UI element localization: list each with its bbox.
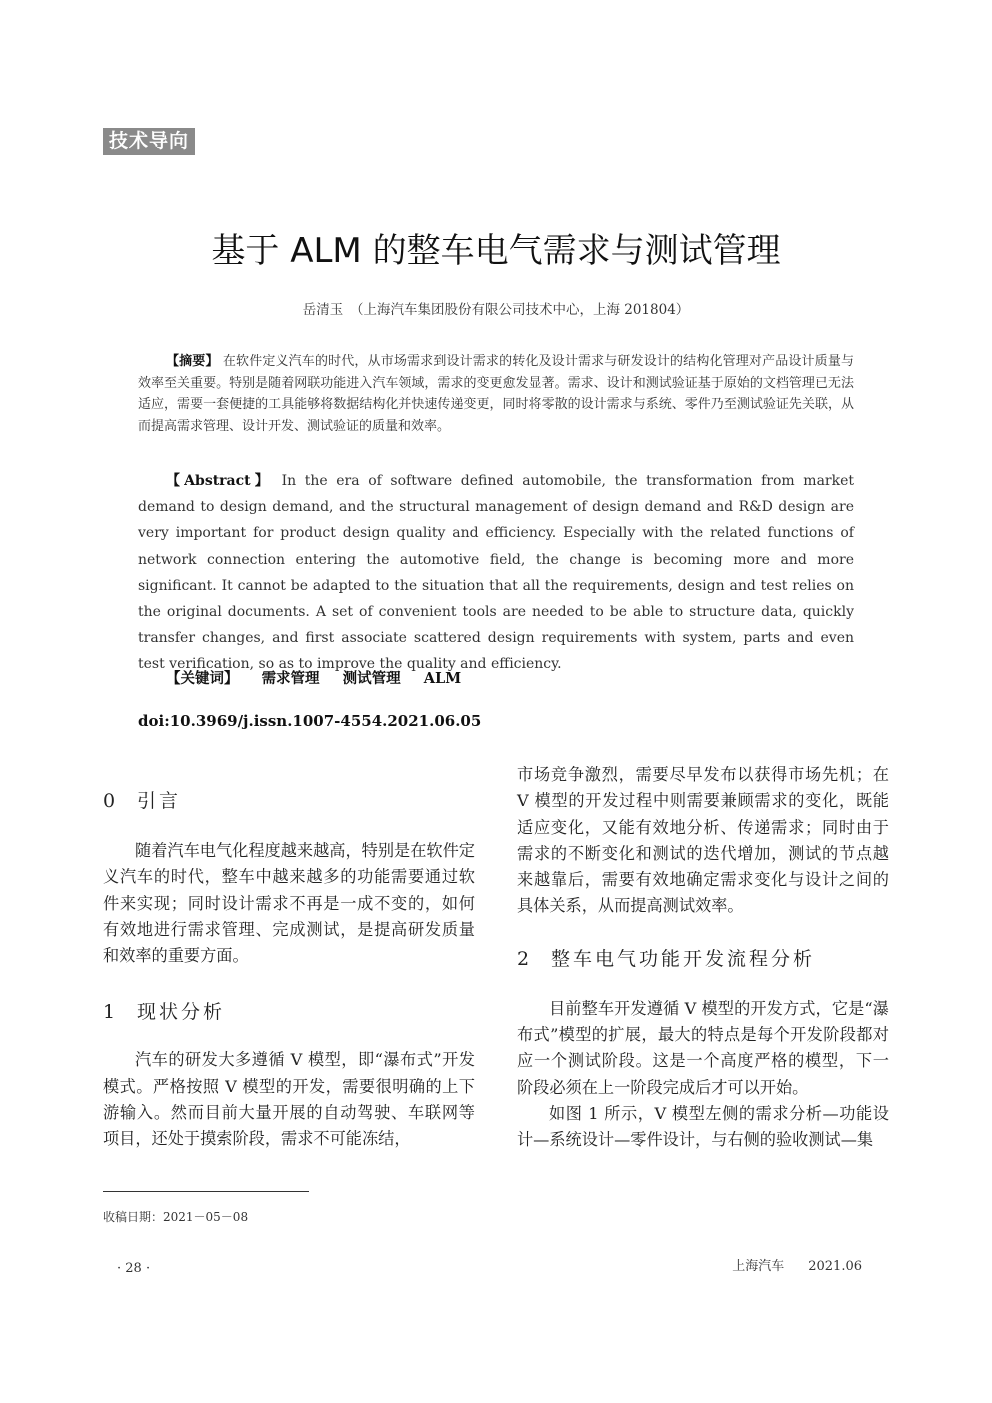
paragraph: 随着汽车电气化程度越来越高，特别是在软件定义汽车的时代，整车中越来越多的功能需要通过软件来实现；同时设计需求不再是一成不变的，如何有效地进行需求管理、完成测试，是提高研发质量和效率的重要方面。: [103, 841, 475, 966]
left-column: [103, 762, 475, 1153]
section-title: 整车电气功能开发流程分析: [551, 947, 816, 970]
abstract-zh-label: 【摘要】: [166, 354, 219, 369]
abstract-zh: [138, 351, 854, 437]
abstract-zh-text: 在软件定义汽车的时代，从市场需求到设计需求的转化及设计需求与研发设计的结构化管理对产品设计质量与效率至关重要。特别是随着网联功能进入汽车领域，需求的变更愈发显著。需求、设计和测试验证基于原始的文档管理已无法适应，需要一套便捷的工具能够将数据结构化并快速传递变更，同时将零散的设计需求与系统、零件乃至测试验证先关联，从而提高需求管理、设计开发、测试验证的质量和效率。: [138, 354, 854, 434]
doi: doi:10.3969/j.issn.1007-4554.2021.06.05: [138, 712, 482, 730]
footnote-rule: [103, 1191, 309, 1192]
section-heading-1: [103, 999, 475, 1025]
keywords: [138, 668, 854, 690]
paper-title: 基于 ALM 的整车电气需求与测试管理: [211, 231, 781, 271]
abstract-en-label: 【Abstract】: [166, 473, 273, 489]
section-tag: 技术导向: [103, 128, 195, 155]
section-heading-0: [103, 788, 475, 814]
journal-issue: 2021.06: [808, 1259, 862, 1274]
keyword-item: 测试管理: [342, 670, 401, 687]
paragraph: 汽车的研发大多遵循 V 模型，即“瀑布式”开发模式。严格按照 V 模型的开发，需要很明确的上下游输入。然而目前大量开展的自动驾驶、车联网等项目，还处于摸索阶段，需求不可能冻结，: [103, 1050, 475, 1149]
abstract-en-text: In the era of software defined automobile, the transformation from market demand to design demand, and the structural management of design demand and R&D design are very important for product design quality and efficiency. Especially with the related functions of network connection entering the automotive field, the change is becoming more and more significant. It cannot be adapted to the situation that all the requirements, design and test relies on the original documents. A set of convenient tools are needed to be able to structure data, quickly transfer changes, and first associate scattered design requirements with system, parts and even test verification, so as to improve the quality and efficiency.: [138, 473, 854, 673]
section-number: 1: [103, 1001, 119, 1024]
journal-name: 上海汽车: [732, 1259, 785, 1274]
author-affiliation: 岳清玉 （上海汽车集团股份有限公司技术中心，上海 201804）: [302, 302, 690, 318]
right-column: [517, 762, 889, 1154]
keywords-label: 【关键词】: [166, 670, 239, 687]
keyword-item: 需求管理: [261, 670, 320, 687]
journal-footer: [732, 1258, 862, 1276]
section-title: 引言: [137, 790, 182, 812]
paragraph: 如图 1 所示，V 模型左侧的需求分析—功能设计—系统设计—零件设计，与右侧的验收测试—集: [517, 1103, 889, 1150]
received-date: 收稿日期：2021－05－08: [103, 1210, 249, 1224]
abstract-en: [138, 468, 854, 678]
paragraph: 市场竞争激烈，需要尽早发布以获得市场先机；在 V 模型的开发过程中则需要兼顾需求的变化，既能适应变化，又能有效地分析、传递需求；同时由于需求的不断变化和测试的迭代增加，测试的节点越来越靠后，需要有效地确定需求变化与设计之间的具体关系，从而提高测试效率。: [517, 765, 889, 916]
section-heading-2: [517, 946, 889, 972]
section-title: 现状分析: [137, 1001, 226, 1024]
section-number: 0: [103, 790, 119, 812]
keyword-item: ALM: [423, 670, 462, 687]
section-number: 2: [517, 947, 533, 970]
page-number: · 28 ·: [117, 1261, 151, 1276]
paragraph: 目前整车开发遵循 V 模型的开发方式，它是“瀑布式”模型的扩展，最大的特点是每个开发阶段都对应一个测试阶段。这是一个高度严格的模型，下一阶段必须在上一阶段完成后才可以开始。: [517, 998, 889, 1097]
